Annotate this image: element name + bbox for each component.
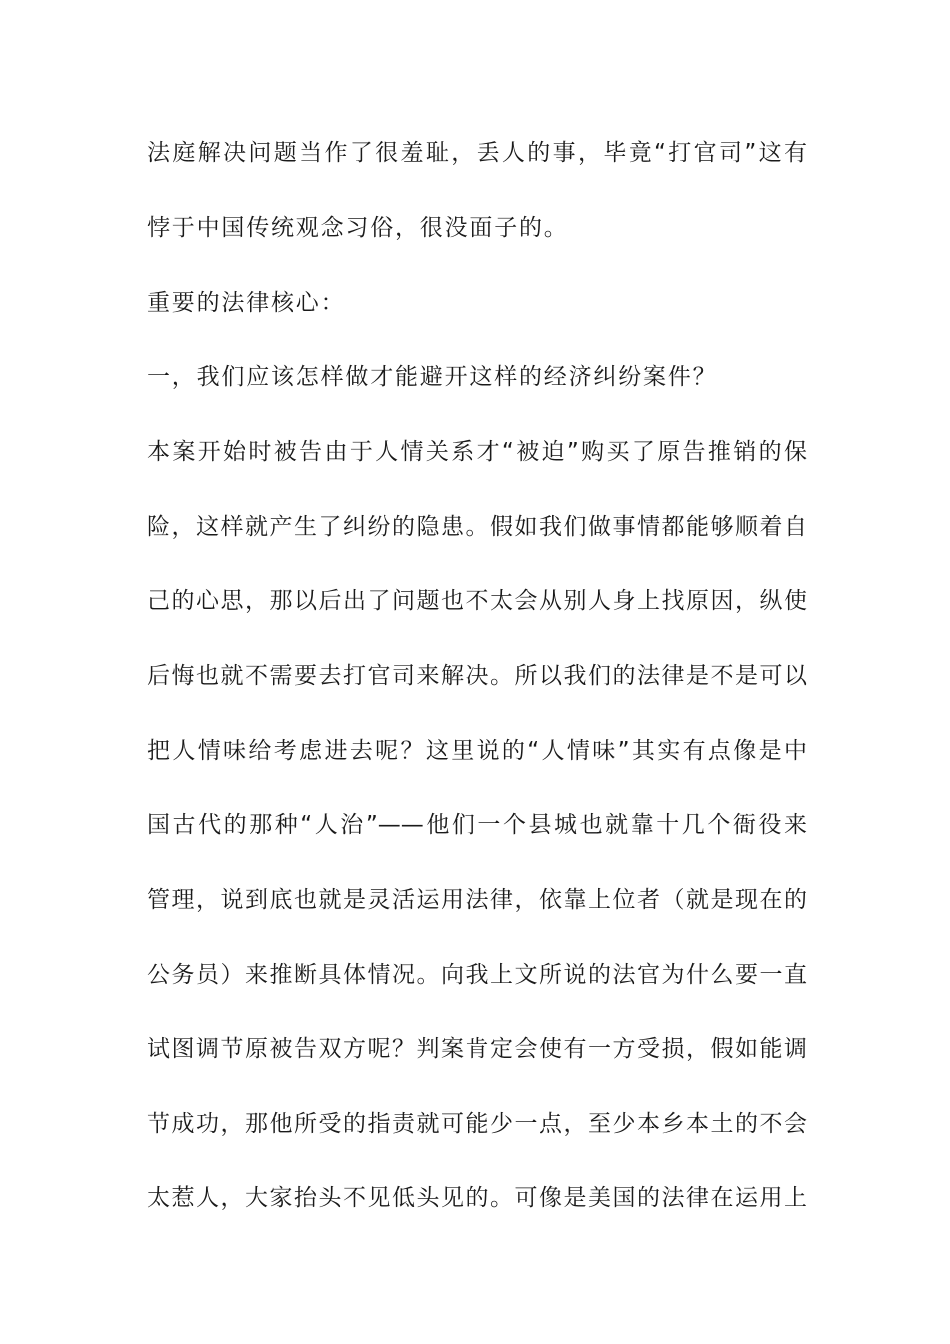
text-line-7: 己的心思，那以后出了问题也不太会从别人身上找原因，纵使 (147, 588, 807, 614)
text-line-10: 国古代的那种“人治”——他们一个县城也就靠十几个衙役来 (147, 812, 807, 838)
text-line-15: 太惹人，大家抬头不见低头见的。可像是美国的法律在运用上 (147, 1185, 807, 1211)
text-line-14: 节成功，那他所受的指责就可能少一点，至少本乡本土的不会 (147, 1111, 807, 1137)
section-heading: 重要的法律核心： (147, 290, 346, 316)
text-line-8: 后悔也就不需要去打官司来解决。所以我们的法律是不是可以 (147, 663, 807, 689)
text-line-9: 把人情味给考虑进去呢？这里说的“人情味”其实有点像是中 (147, 738, 807, 764)
text-line-11: 管理，说到底也就是灵活运用法律，依靠上位者（就是现在的 (147, 887, 807, 913)
question-heading: 一，我们应该怎样做才能避开这样的经济纠纷案件？ (147, 364, 718, 390)
text-line-6: 险，这样就产生了纠纷的隐患。假如我们做事情都能够顺着自 (147, 514, 807, 540)
text-line-13: 试图调节原被告双方呢？判案肯定会使有一方受损，假如能调 (147, 1036, 807, 1062)
text-line-1: 法庭解决问题当作了很羞耻，丢人的事，毕竟“打官司”这有 (147, 140, 807, 166)
text-line-12: 公务员）来推断具体情况。向我上文所说的法官为什么要一直 (147, 962, 807, 988)
text-line-5: 本案开始时被告由于人情关系才“被迫”购买了原告推销的保 (147, 439, 807, 465)
text-line-2: 悖于中国传统观念习俗，很没面子的。 (147, 215, 569, 241)
